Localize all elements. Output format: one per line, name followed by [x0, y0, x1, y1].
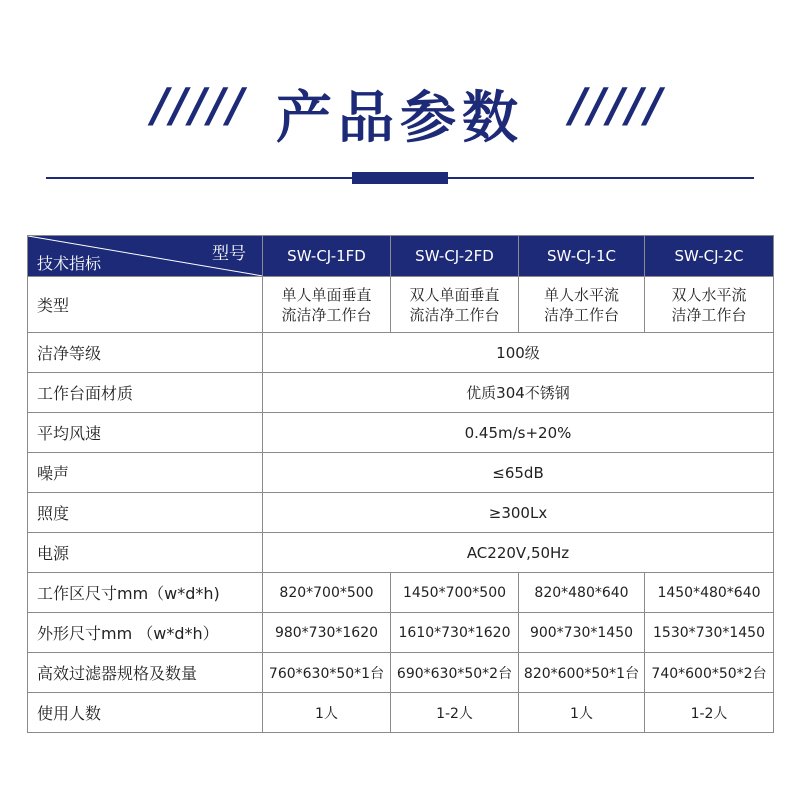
page-title: 产品参数: [276, 86, 524, 151]
corner-model-label: 型号: [212, 244, 246, 264]
shared-value-cell: 优质304不锈钢: [263, 373, 774, 413]
spec-table: [27, 235, 774, 733]
row-label: 洁净等级: [28, 333, 263, 373]
shared-value-cell: 0.45m/s+20%: [263, 413, 774, 453]
row-label: 平均风速: [28, 413, 263, 453]
type-cell: [263, 277, 391, 333]
row-label: 照度: [28, 493, 263, 533]
row-label: 高效过滤器规格及数量: [28, 653, 263, 693]
value-cell: 1450*480*640: [645, 573, 774, 613]
model-header: SW-CJ-1FD: [263, 236, 391, 277]
value-cell: 820*700*500: [263, 573, 391, 613]
row-label: 噪声: [28, 453, 263, 493]
row-label: 外形尺寸mm （w*d*h）: [28, 613, 263, 653]
table-row: [28, 493, 774, 533]
value-cell: 1-2人: [391, 693, 519, 733]
model-header: SW-CJ-1C: [519, 236, 645, 277]
value-cell: 820*600*50*1台: [519, 653, 645, 693]
table-row: [28, 333, 774, 373]
shared-value-cell: AC220V,50Hz: [263, 533, 774, 573]
type-line: 双人水平流: [671, 285, 747, 304]
value-cell: 1人: [263, 693, 391, 733]
table-row: [28, 277, 774, 333]
type-line: 双人单面垂直: [409, 285, 500, 304]
table-row: [28, 693, 774, 733]
table-row: [28, 413, 774, 453]
table-row: [28, 573, 774, 613]
type-cell: [645, 277, 774, 333]
value-cell: 900*730*1450: [519, 613, 645, 653]
table-row: [28, 373, 774, 413]
model-header: SW-CJ-2C: [645, 236, 774, 277]
type-line: 流洁净工作台: [409, 305, 500, 324]
title-area: [0, 68, 800, 151]
type-line: 单人单面垂直: [281, 285, 372, 304]
value-cell: 1610*730*1620: [391, 613, 519, 653]
type-line: 单人水平流: [543, 285, 619, 304]
value-cell: 760*630*50*1台: [263, 653, 391, 693]
table-header-row: [28, 236, 774, 277]
value-cell: 740*600*50*2台: [645, 653, 774, 693]
title-divider-bar: [352, 172, 448, 184]
model-header: SW-CJ-2FD: [391, 236, 519, 277]
value-cell: 1530*730*1450: [645, 613, 774, 653]
type-line: 流洁净工作台: [281, 305, 372, 324]
value-cell: 1人: [519, 693, 645, 733]
table-row: [28, 533, 774, 573]
table-row: [28, 613, 774, 653]
shared-value-cell: ≥300Lx: [263, 493, 774, 533]
table-row: [28, 653, 774, 693]
value-cell: 820*480*640: [519, 573, 645, 613]
type-line: 洁净工作台: [543, 305, 619, 324]
type-cell: [391, 277, 519, 333]
value-cell: 980*730*1620: [263, 613, 391, 653]
row-label: 类型: [28, 277, 263, 333]
row-label: 使用人数: [28, 693, 263, 733]
shared-value-cell: 100级: [263, 333, 774, 373]
value-cell: 1450*700*500: [391, 573, 519, 613]
row-label: 电源: [28, 533, 263, 573]
type-cell: [519, 277, 645, 333]
value-cell: 1-2人: [645, 693, 774, 733]
value-cell: 690*630*50*2台: [391, 653, 519, 693]
left-slash-decoration: /////: [152, 78, 247, 132]
type-line: 洁净工作台: [671, 305, 747, 324]
corner-spec-label: 技术指标: [37, 254, 102, 273]
row-label: 工作台面材质: [28, 373, 263, 413]
row-label: 工作区尺寸mm（w*d*h): [28, 573, 263, 613]
corner-header-cell: [28, 236, 263, 277]
shared-value-cell: ≤65dB: [263, 453, 774, 493]
right-slash-decoration: /////: [570, 78, 665, 132]
table-row: [28, 453, 774, 493]
